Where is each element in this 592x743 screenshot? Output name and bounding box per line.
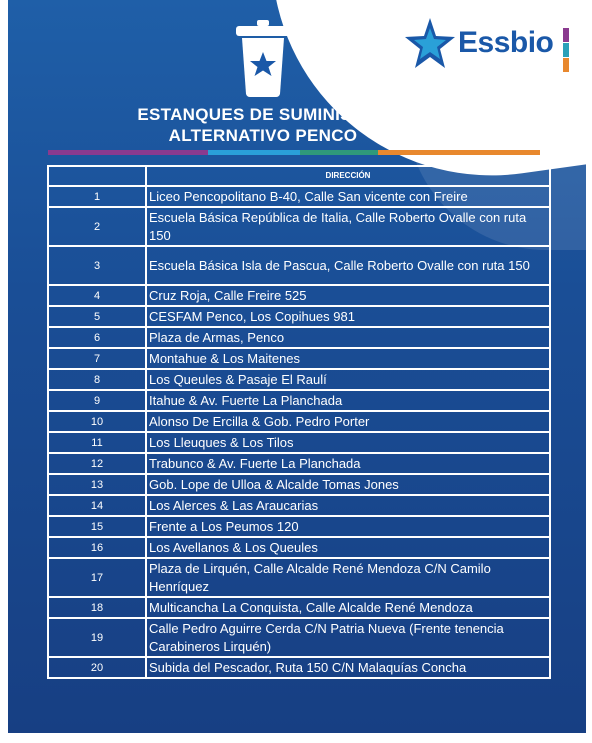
water-tank-icon (230, 18, 296, 98)
row-direction: Los Lleuques & Los Tilos (146, 432, 550, 453)
row-number: 16 (48, 537, 146, 558)
row-number: 1 (48, 186, 146, 207)
table-row (48, 327, 550, 348)
table-row (48, 474, 550, 495)
row-number: 3 (48, 246, 146, 285)
row-direction: Los Avellanos & Los Queules (146, 537, 550, 558)
row-number: 6 (48, 327, 146, 348)
table-row (48, 207, 550, 246)
header-number (48, 166, 146, 186)
table-row (48, 369, 550, 390)
table-row (48, 558, 550, 597)
row-direction: CESFAM Penco, Los Copihues 981 (146, 306, 550, 327)
row-number: 2 (48, 207, 146, 246)
table-row (48, 186, 550, 207)
row-direction: Multicancha La Conquista, Calle Alcalde René Mendoza (146, 597, 550, 618)
row-direction: Plaza de Lirquén, Calle Alcalde René Mendoza C/N Camilo Henríquez (146, 558, 550, 597)
table-row (48, 285, 550, 306)
table-header-row (48, 166, 550, 186)
row-number: 20 (48, 657, 146, 678)
title-line-1: ESTANQUES DE SUMINISTRO (137, 105, 389, 124)
row-direction: Gob. Lope de Ulloa & Alcalde Tomas Jones (146, 474, 550, 495)
row-direction: Trabunco & Av. Fuerte La Planchada (146, 453, 550, 474)
table-row (48, 495, 550, 516)
row-number: 14 (48, 495, 146, 516)
row-direction: Frente a Los Peumos 120 (146, 516, 550, 537)
tanks-table (47, 165, 551, 679)
row-direction: Los Queules & Pasaje El Raulí (146, 369, 550, 390)
table-row (48, 432, 550, 453)
row-number: 8 (48, 369, 146, 390)
page-title (88, 104, 438, 146)
row-direction: Escuela Básica República de Italia, Calle Roberto Ovalle con ruta 150 (146, 207, 550, 246)
row-number: 5 (48, 306, 146, 327)
row-direction: Alonso De Ercilla & Gob. Pedro Porter (146, 411, 550, 432)
row-direction: Plaza de Armas, Penco (146, 327, 550, 348)
color-stripe (48, 150, 540, 155)
row-direction: Subida del Pescador, Ruta 150 C/N Malaquías Concha (146, 657, 550, 678)
row-number: 11 (48, 432, 146, 453)
brand-color-bars (563, 28, 569, 72)
row-number: 10 (48, 411, 146, 432)
table-row (48, 537, 550, 558)
essbio-logo (403, 16, 583, 76)
row-number: 15 (48, 516, 146, 537)
row-direction: Los Alerces & Las Araucarias (146, 495, 550, 516)
row-direction: Cruz Roja, Calle Freire 525 (146, 285, 550, 306)
row-number: 4 (48, 285, 146, 306)
table-row (48, 516, 550, 537)
poster-background (8, 0, 586, 733)
row-number: 7 (48, 348, 146, 369)
title-line-2: ALTERNATIVO PENCO (168, 126, 358, 145)
row-direction: Itahue & Av. Fuerte La Planchada (146, 390, 550, 411)
brand-name: Essbio (458, 26, 554, 59)
row-number: 18 (48, 597, 146, 618)
table-row (48, 411, 550, 432)
table-row (48, 618, 550, 657)
row-direction: Liceo Pencopolitano B-40, Calle San vicente con Freire (146, 186, 550, 207)
table-row (48, 453, 550, 474)
table-row (48, 348, 550, 369)
row-direction: Calle Pedro Aguirre Cerda C/N Patria Nueva (Frente tenencia Carabineros Lirquén) (146, 618, 550, 657)
header-direction: DIRECCIÓN (146, 166, 550, 186)
table-row (48, 246, 550, 285)
row-number: 12 (48, 453, 146, 474)
row-number: 9 (48, 390, 146, 411)
table-row (48, 306, 550, 327)
table-row (48, 657, 550, 678)
row-number: 13 (48, 474, 146, 495)
table-row (48, 597, 550, 618)
row-number: 19 (48, 618, 146, 657)
table-row (48, 390, 550, 411)
row-direction: Escuela Básica Isla de Pascua, Calle Roberto Ovalle con ruta 150 (146, 246, 550, 285)
essbio-star-icon (403, 16, 457, 72)
row-direction: Montahue & Los Maitenes (146, 348, 550, 369)
row-number: 17 (48, 558, 146, 597)
